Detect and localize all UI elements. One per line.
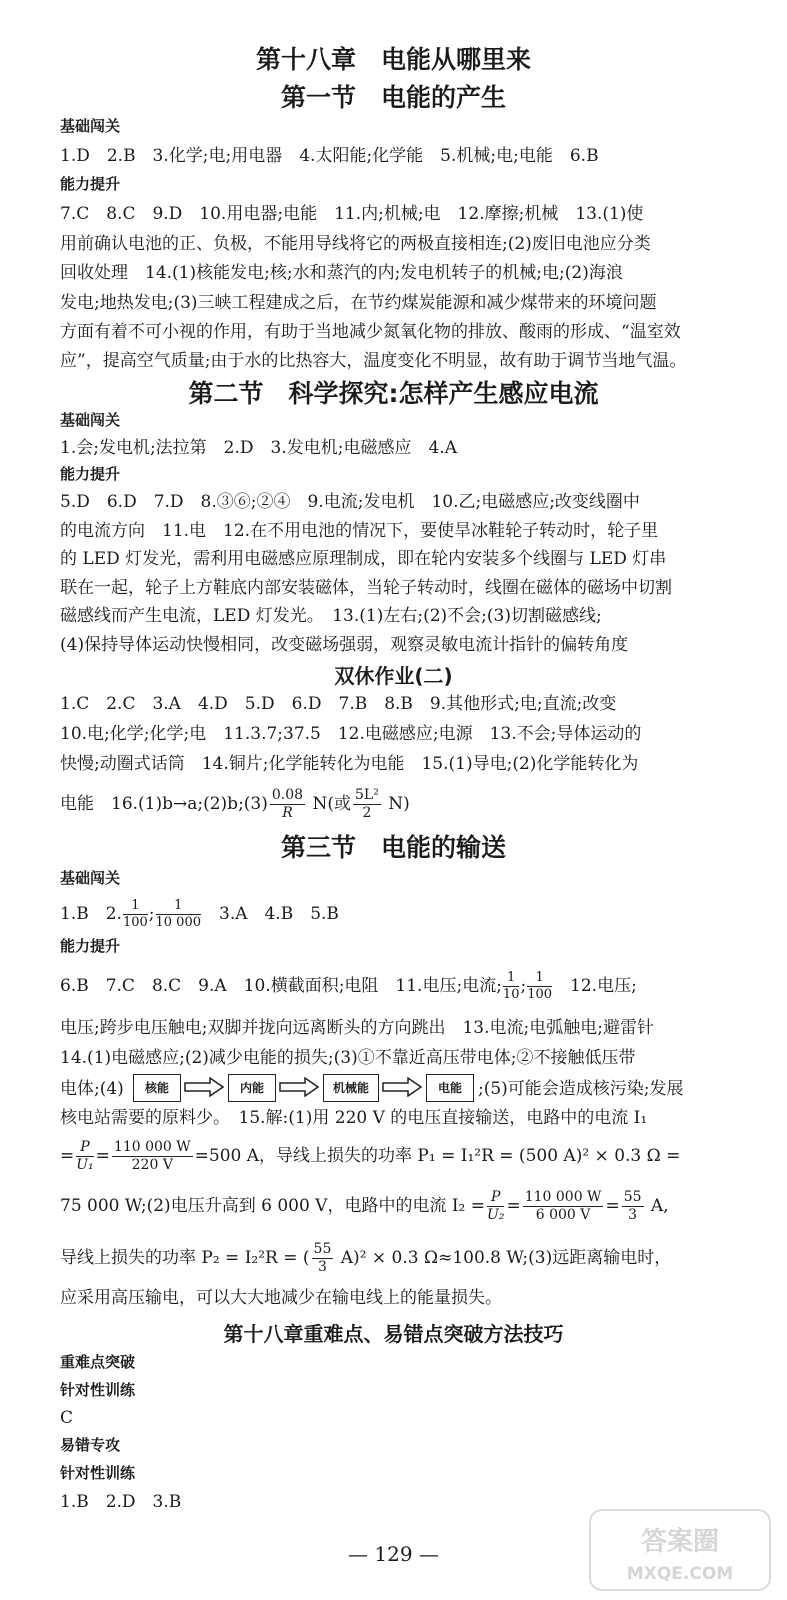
fraction-numerator: 5L² — [354, 787, 379, 803]
fraction — [622, 1189, 644, 1224]
section-1-title: 第一节 电能的产生 — [280, 83, 506, 112]
fraction-denominator: 3 — [318, 1259, 327, 1275]
fraction-denominator: 2 — [362, 805, 372, 821]
section-1-ability-line: 回收处理 14.(1)核能发电;核;水和蒸汽的内;发电机转子的机械;电;(2)海浪 — [60, 263, 623, 283]
fraction-denominator: 10 — [502, 987, 520, 1002]
section-2-basic-answers: 1.会;发电机;法拉第 2.D 3.发电机;电磁感应 4.A — [60, 438, 457, 458]
fraction-numerator: 55 — [313, 1241, 332, 1257]
energy-box-mechanical: 机械能 — [323, 1074, 379, 1102]
homework-q16-end: N) — [382, 794, 410, 814]
homework-q16-text: 电能 16.(1)b→a;(2)b;(3) — [60, 794, 268, 814]
summary-title: 第十八章重难点、易错点突破方法技巧 — [223, 1322, 564, 1346]
section-3-ability-line-end: ;(5)可能会造成核污染;发展 — [478, 1079, 684, 1099]
summary-label-key-points: 重难点突破 — [60, 1353, 136, 1371]
equation-text: A, — [645, 1196, 669, 1216]
arrow-right-icon — [382, 1077, 422, 1097]
basic-answers-end: 3.A 4.B 5.B — [202, 904, 339, 924]
section-2-ability-line: 的电流方向 11.电 12.在不用电池的情况下，要使旱冰鞋轮子转动时，轮子里 — [60, 521, 659, 541]
energy-box-nuclear: 核能 — [133, 1074, 181, 1102]
section-2-ability-line: 联在一起，轮子上方鞋底内部安装磁体，当轮子转动时，线圈在磁体的磁场中切割 — [60, 578, 672, 598]
section-3-equation-line — [60, 1236, 740, 1280]
section-3-ability-line: 核电站需要的原料少。 15.解:(1)用 220 V 的电压直接输送，电路中的电流 I₁ — [60, 1108, 648, 1128]
section-3-ability-line — [60, 966, 740, 1006]
section-3-ability-line-start: 电体;(4) — [60, 1079, 124, 1099]
section-1-ability-line: 用前确认电池的正、负极，不能用导线将它的两极直接相连;(2)废旧电池应分类 — [60, 234, 651, 254]
watermark-logo — [585, 1505, 775, 1595]
equation-text: = — [506, 1196, 521, 1216]
section-2-ability-line: (4)保持导体运动快慢相同，改变磁场强弱，观察灵敏电流计指针的偏转角度 — [60, 635, 629, 655]
fraction — [523, 1189, 604, 1224]
fraction-numerator: 1 — [527, 970, 552, 987]
homework-q16-mid: N(或 — [307, 794, 351, 814]
equation-text: = — [95, 1146, 110, 1166]
section-1-ability-line: 发电;地热发电;(3)三峡工程建成之后，在节约煤炭能源和减少煤带来的环境问题 — [60, 293, 657, 313]
fraction — [270, 787, 305, 822]
section-3-ability-line: 电压;跨步电压触电;双脚并拢向远离断头的方向跳出 13.电流;电弧触电;避雷针 — [60, 1018, 654, 1038]
fraction-numerator: 110 000 W — [524, 1189, 602, 1205]
fraction — [76, 1139, 93, 1174]
fraction-numerator: 0.08 — [271, 787, 304, 803]
equation-text: 75 000 W;(2)电压升高到 6 000 V，电路中的电流 I₂ = — [60, 1196, 486, 1216]
arrow-right-icon — [184, 1077, 224, 1097]
summary-label-training: 针对性训练 — [60, 1381, 136, 1399]
fraction-denominator: 100 — [122, 915, 148, 930]
section-3-basic-label: 基础闯关 — [60, 869, 121, 887]
homework-line-with-fractions — [60, 784, 740, 824]
weekend-homework-title: 双休作业(二) — [334, 664, 453, 688]
fraction-denominator: 3 — [628, 1207, 638, 1223]
fraction-denominator: 6 000 V — [535, 1207, 591, 1223]
section-2-basic-label: 基础闯关 — [60, 411, 121, 429]
fraction — [156, 898, 202, 931]
section-1-ability-line: 方面有着不可小视的作用，有助于当地减少氮氧化物的排放、酸雨的形成、“温室效 — [60, 322, 681, 342]
section-2-ability-line: 磁感线而产生电流，LED 灯发光。 13.(1)左右;(2)不会;(3)切割磁感线; — [60, 606, 602, 626]
fraction — [123, 898, 148, 931]
summary-label-error-prone: 易错专攻 — [60, 1436, 121, 1454]
equation-text: =500 A，导线上损失的功率 P₁ = I₁²R = (500 A)² × 0.3 Ω = — [194, 1146, 681, 1166]
section-3-title: 第三节 电能的输送 — [280, 833, 506, 862]
fraction-denominator: 220 V — [131, 1157, 173, 1173]
basic-answers-start: 1.B 2. — [60, 904, 122, 924]
homework-line: 1.C 2.C 3.A 4.D 5.D 6.D 7.B 8.B 9.其他形式;电;直流;改变 — [60, 694, 617, 714]
equation-text: 导线上损失的功率 P₂ = I₂²R = ( — [60, 1248, 310, 1268]
section-2-ability-line: 的 LED 灯发光，需利用电磁感应原理制成，即在轮内安装多个线圈与 LED 灯串 — [60, 549, 667, 569]
fraction-numerator: 55 — [623, 1189, 642, 1205]
fraction — [527, 970, 552, 1003]
svg-text:MXQE.COM: MXQE.COM — [626, 1564, 734, 1584]
separator: ; — [148, 904, 155, 924]
ability-text: 12.电压; — [553, 976, 637, 996]
fraction-denominator: U₂ — [487, 1207, 505, 1223]
section-3-ability-label: 能力提升 — [60, 937, 121, 955]
fraction-denominator: R — [282, 805, 293, 821]
energy-box-electric: 电能 — [426, 1074, 474, 1102]
fraction-denominator: 10 000 — [155, 915, 201, 930]
section-1-basic-label: 基础闯关 — [60, 117, 121, 135]
fraction — [487, 1189, 504, 1224]
section-2-ability-label: 能力提升 — [60, 465, 121, 483]
summary-label-training: 针对性训练 — [60, 1464, 136, 1482]
svg-text:答案圈: 答案圈 — [640, 1527, 720, 1557]
energy-box-internal: 内能 — [228, 1074, 276, 1102]
chapter-title: 第十八章 电能从哪里来 — [255, 45, 531, 74]
section-3-equation-line — [60, 1184, 740, 1228]
section-1-ability-line: 应”，提高空气质量;由于水的比热容大，温度变化不明显，故有助于调节当地气温。 — [60, 351, 687, 371]
section-1-ability-line: 7.C 8.C 9.D 10.用电器;电能 11.内;机械;电 12.摩擦;机械 13.(1)使 — [60, 204, 644, 224]
fraction — [312, 1241, 334, 1276]
page-number: — 129 — — [348, 1542, 439, 1566]
separator: ; — [520, 976, 527, 996]
fraction-denominator: U₁ — [76, 1157, 94, 1173]
equation-text: = — [605, 1196, 620, 1216]
fraction-numerator: 110 000 W — [113, 1139, 191, 1155]
fraction-numerator: 1 — [123, 898, 148, 915]
fraction-numerator: P — [76, 1139, 93, 1157]
section-3-ability-line: 14.(1)电磁感应;(2)减少电能的损失;(3)①不靠近高压带电体;②不接触低压带 — [60, 1048, 636, 1068]
fraction-numerator: 1 — [503, 970, 520, 987]
arrow-right-icon — [279, 1077, 319, 1097]
fraction — [112, 1139, 193, 1174]
homework-line: 10.电;化学;化学;电 11.3.7;37.5 12.电磁感应;电源 13.不会;导体运动的 — [60, 724, 642, 744]
section-3-equation-line — [60, 1134, 740, 1178]
fraction — [503, 970, 520, 1003]
section-2-title: 第二节 科学探究:怎样产生感应电流 — [188, 379, 599, 408]
section-1-basic-answers: 1.D 2.B 3.化学;电;用电器 4.太阳能;化学能 5.机械;电;电能 6.B — [60, 146, 599, 166]
section-3-ability-line: 应采用高压输电，可以大大地减少在输电线上的能量损失。 — [60, 1288, 502, 1308]
ability-text: 6.B 7.C 8.C 9.A 10.横截面积;电阻 11.电压;电流; — [60, 976, 502, 996]
homework-line: 快慢;动圈式话筒 14.铜片;化学能转化为电能 15.(1)导电;(2)化学能转化为 — [60, 754, 639, 774]
section-3-basic-answers — [60, 894, 740, 934]
fraction-numerator: P — [487, 1189, 504, 1207]
section-2-ability-line: 5.D 6.D 7.D 8.③⑥;②④ 9.电流;发电机 10.乙;电磁感应;改变线圈中 — [60, 492, 640, 512]
summary-answers: 1.B 2.D 3.B — [60, 1492, 182, 1512]
fraction-numerator: 1 — [156, 898, 202, 915]
summary-answer: C — [60, 1408, 74, 1428]
equation-text: = — [60, 1146, 75, 1166]
section-1-ability-label: 能力提升 — [60, 175, 121, 193]
fraction-denominator: 100 — [527, 987, 553, 1002]
equation-text: A)² × 0.3 Ω≈100.8 W;(3)远距离输电时， — [335, 1248, 672, 1268]
fraction — [353, 787, 381, 822]
